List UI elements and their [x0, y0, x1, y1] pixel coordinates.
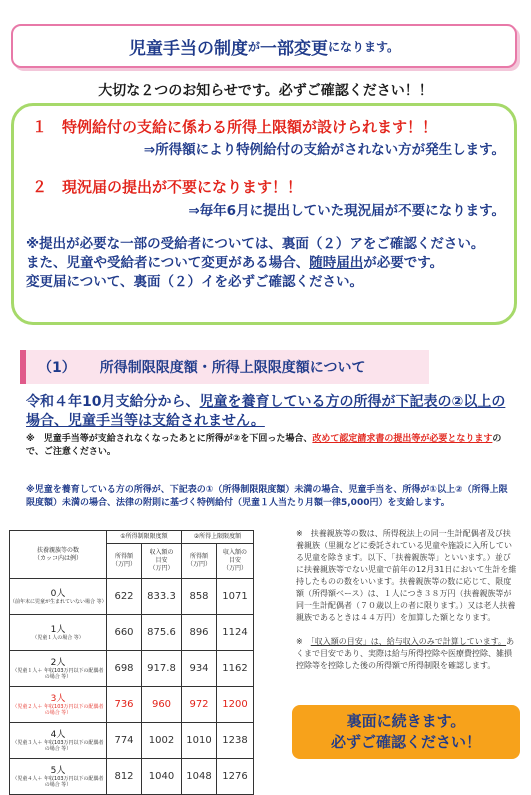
row0-n: 0人 [50, 588, 66, 599]
subtitle: 大切な２つのお知らせです。必ずご確認ください！！ [98, 83, 433, 99]
row2-ex: （児童１人＋ 年収103万円以下の配偶者の場合 等） [12, 667, 104, 680]
row0-ex: （前年末に児童が生まれていない場合 等） [10, 598, 107, 605]
row2-b: 917.8 [142, 651, 182, 687]
notice-note [26, 235, 506, 292]
row2-n: 2人 [50, 657, 66, 668]
table-row [10, 759, 254, 795]
row5-d: 1276 [217, 759, 254, 795]
section-heading [20, 350, 429, 384]
row4-c: 1010 [182, 723, 217, 759]
row4-a: 774 [107, 723, 142, 759]
row2-a: 698 [107, 651, 142, 687]
row4-b: 1002 [142, 723, 182, 759]
row1-d: 1124 [217, 615, 254, 651]
para1-b: 児童を養育している方の所得が下記表の②以上の場合、児童手当等は支給されません。 [26, 394, 506, 429]
note-line3: 変更届について、裏面（２）イを必ずご確認ください。 [26, 274, 363, 290]
sub-gross-1: 収入額の 目安 （万円） [142, 544, 182, 579]
row5-b: 1040 [142, 759, 182, 795]
sub-gross-2: 収入額の 目安 （万円） [217, 544, 254, 579]
title-part4: になります。 [327, 39, 400, 54]
table-row [10, 579, 254, 615]
small-note-2: ※児童を養育している方の所得が、下記表の①（所得制限限度額）未満の場合、児童手当を、所得が①以上②（所得上限限度額）未満の場合、法律の附則に基づく特例給付（児童１人当たり月額一律5,000円）を支給します。 [26, 485, 508, 508]
row3-dep [10, 687, 107, 723]
title-part1: 児童手当の制度 [128, 38, 248, 59]
para1-a: 令和４年10月支給分から、 [26, 394, 200, 410]
row5-a: 812 [107, 759, 142, 795]
note-line2c: が必要です。 [363, 255, 444, 271]
point1-detail: ⇒所得額により特例給付の支給がされない方が発生します。 [143, 142, 505, 158]
row5-ex: （児童４人＋ 年収103万円以下の配偶者の場合 等） [12, 775, 104, 788]
row0-d: 1071 [217, 579, 254, 615]
small1-a: ※ 児童手当等が支給されなくなったあとに所得が②を下回った場合、 [26, 434, 313, 444]
limit-table [9, 530, 254, 795]
banner-line1: 裏面に続きます。 [346, 712, 466, 730]
row3-d: 1200 [217, 687, 254, 723]
row3-c: 972 [182, 687, 217, 723]
banner-line2: 必ずご確認ください！ [330, 733, 481, 751]
row3-ex: （児童２人＋ 年収103万円以下の配偶者の場合 等） [12, 703, 104, 716]
row3-b: 960 [142, 687, 182, 723]
row4-ex: （児童３人＋ 年収103万円以下の配偶者の場合 等） [12, 739, 104, 752]
right-note-2b: 「収入額の目安」は、給与収入のみで計算しています。 [310, 637, 507, 646]
row1-c: 896 [182, 615, 217, 651]
row4-dep [10, 723, 107, 759]
section-paragraph [26, 393, 511, 431]
small1-c: ので、ご注意ください。 [26, 434, 502, 457]
col1-header: ①所得制限限度額 [107, 531, 182, 544]
row5-n: 5人 [50, 765, 66, 776]
row5-dep [10, 759, 107, 795]
sub-income-1: 所得額 （万円） [107, 544, 142, 579]
title-part3: 一部変更 [259, 38, 328, 59]
row2-dep [10, 651, 107, 687]
small1-b: 改めて認定請求書の提出等が必要となります [312, 434, 493, 444]
row1-dep [10, 615, 107, 651]
table-row-highlight [10, 687, 254, 723]
right-note-2c: あくまで目安であり、実際は給与所得控除や医療費控除、雑損控除等を控除した後の所得額で所得制限を確認します。 [296, 637, 515, 670]
right-notes [296, 528, 518, 684]
row0-b: 833.3 [142, 579, 182, 615]
row0-a: 622 [107, 579, 142, 615]
row0-dep [10, 579, 107, 615]
note-line2 [26, 254, 506, 273]
table-row [10, 651, 254, 687]
col-dep-header: 扶養親族等の数 （カッコ内は例） [10, 531, 107, 579]
row1-a: 660 [107, 615, 142, 651]
sub-income-2: 所得額 （万円） [182, 544, 217, 579]
point2-detail: ⇒毎年6月に提出していた現況届が不要になります。 [188, 203, 505, 219]
row0-c: 858 [182, 579, 217, 615]
row3-n: 3人 [50, 693, 66, 704]
row1-n: 1人 [50, 624, 66, 635]
continue-on-back-banner [292, 705, 520, 759]
row2-d: 1162 [217, 651, 254, 687]
row3-a: 736 [107, 687, 142, 723]
right-note-2a: ※ [296, 637, 311, 646]
row2-c: 934 [182, 651, 217, 687]
point1-heading: １ 特例給付の支給に係わる所得上限額が設けられます！！ [32, 118, 438, 136]
section-title: 所得制限限度額・所得上限限度額について [99, 360, 366, 376]
table-row [10, 615, 254, 651]
section-number: （1） [38, 360, 76, 376]
col2-header: ②所得上限限度額 [182, 531, 254, 544]
note-line1: ※提出が必要な一部の受給者については、裏面（２）アをご確認ください。 [26, 236, 485, 252]
right-note-1: ※ 扶養親族等の数は、所得税法上の同一生計配偶者及び扶養親族（里親などに委託されている児童や施設に入所している児童を除きます。以下、「扶養親族等」といいます。）並びに扶養親族等でない児童で前年の12月31日において生計を維持したものの数をいいます。扶養親族等の数に応じて、限度額（所得額ベース）は、１人につき３８万円（扶養親族等が同一生計配偶者（７０歳以上の者に限ります。）又は老人扶養親族であるときは４４万円）を加算した額となります。 [296, 529, 517, 622]
point2-heading: ２ 現況届の提出が不要になります！！ [32, 178, 303, 196]
note-line2a: また、児童や受給者について変更がある場合、 [26, 255, 310, 271]
note-line2b: 随時届出 [309, 255, 364, 271]
row1-b: 875.6 [142, 615, 182, 651]
right-note-2 [296, 636, 518, 672]
row5-c: 1048 [182, 759, 217, 795]
small-note-1 [26, 433, 516, 459]
row4-d: 1238 [217, 723, 254, 759]
table-row [10, 723, 254, 759]
row4-n: 4人 [50, 729, 66, 740]
row1-ex: （児童１人の場合 等） [32, 634, 84, 641]
title-part2: が [247, 39, 260, 54]
title-box [11, 24, 517, 68]
